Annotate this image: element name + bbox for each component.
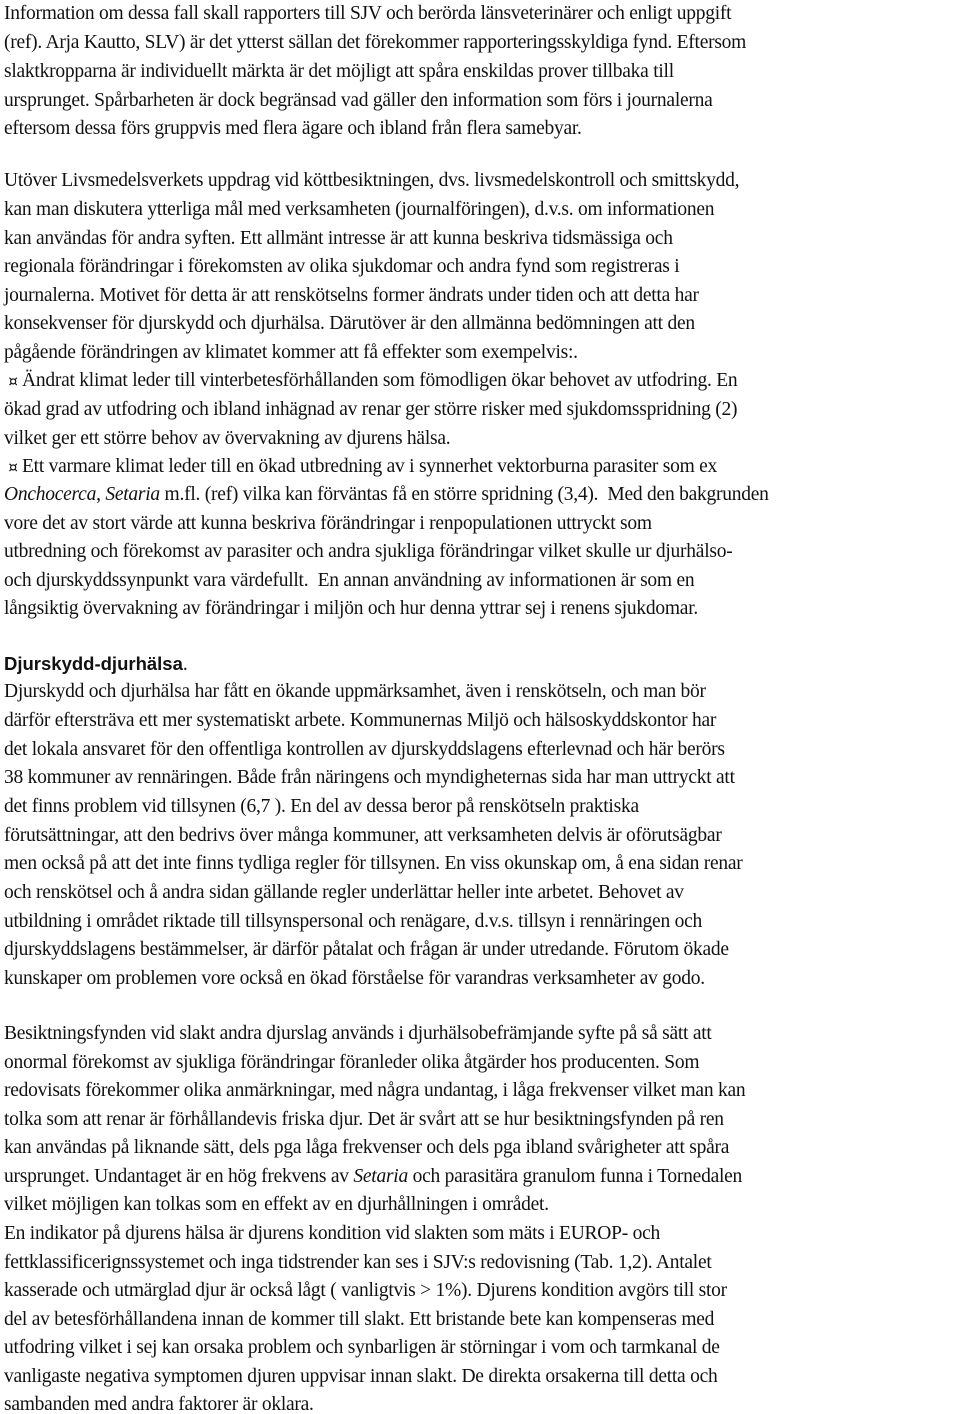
text-line [4,1134,729,1162]
text-line [4,453,717,481]
text-run: det lokala ansvaret för den offentliga kontrollen av djurskyddslagens efterlevnad och här berörs [4,739,725,760]
text-run: utbildning i området riktade till tillsynspersonal och renägare, d.v.s. tillsyn i rennäringen och [4,911,702,932]
text-run: Onchocerca [4,484,97,505]
text-line [4,396,737,424]
text-line [4,196,714,224]
text-line [4,567,694,595]
text-run: ökad grad av utfodring och ibland inhägnad av renar ger större risker med sjukdomsspridning (2) [4,399,738,420]
text-run: En indikator på djurens hälsa är djurens kondition vid slakten som mäts i EUROP- och [4,1223,660,1244]
text-run: kasserade och utmärglad djur är också lågt ( vanligtvis > 1%). Djurens kondition avgörs till stor [4,1280,727,1301]
text-line [4,1220,660,1248]
text-run: utbredning och förekomst av parasiter och andra sjukliga förändringar vilket skulle ur djurhälso- [4,541,733,562]
text-line [4,310,695,338]
text-line [4,29,746,57]
text-line [4,253,679,281]
text-line [4,167,739,195]
text-line [4,510,652,538]
currency-bullet-icon: ¤ [8,372,18,390]
currency-bullet-icon: ¤ [8,458,18,476]
text-line [4,736,725,764]
text-run: vilket möjligen kan tolkas som en effekt av en djurhållningen i området. [4,1194,549,1215]
text-run: onormal förekomst av sjukliga förändringar föranleder olika åtgärder hos producenten. Som [4,1052,700,1073]
text-run: eftersom dessa förs gruppvis med flera ägare och ibland från flera samebyar. [4,118,582,139]
text-run: ursprunget. Spårbarheten är dock begränsad vad gäller den information som förs i journalerna [4,90,713,111]
text-line [4,1049,699,1077]
text-line [4,425,450,453]
text-line [4,1163,742,1191]
text-run: och djurskyddssynpunkt vara värdefullt. En annan användning av informationen är som en [4,570,695,591]
text-run: redovisats förekommer olika anmärkningar, med några undantag, i låga frekvenser vilket man kan [4,1080,746,1101]
text-run: vanligaste negativa symptomen djuren uppvisar innan slakt. De direkta orsakerna till detta och [4,1366,718,1387]
text-run: långsiktig övervakning av förändringar i miljön och hur denna yttrar sej i renens sjukdomar. [4,598,698,619]
text-run: Besiktningsfynden vid slakt andra djurslag används i djurhälsobefrämjande syfte på så sätt att [4,1023,712,1044]
text-line [4,965,705,993]
text-run: slaktkropparna är individuellt märkta är det möjligt att spåra enskildas prover tillbaka till [4,61,674,82]
text-line [4,115,582,143]
text-run: m.fl. (ref) vilka kan förväntas få en större spridning (3,4). Med den bakgrunden [159,484,769,505]
text-line [4,908,702,936]
text-line [4,0,731,28]
text-line [4,339,578,367]
text-line [4,764,735,792]
text-run: kan användas på liknande sätt, dels pga låga frekvenser och dels pga ibland svårigheter att spåra [4,1137,730,1158]
text-line [4,1306,714,1334]
text-line [4,822,722,850]
text-run: kan användas för andra syften. Ett allmänt intresse är att kunna beskriva tidsmässiga och [4,228,673,249]
section-heading: Djurskydd-djurhälsa [4,653,183,674]
text-run: därför eftersträva ett mer systematiskt arbete. Kommunernas Miljö och hälsoskyddskontor har [4,710,717,731]
text-run: , [96,484,106,505]
text-line [4,850,743,878]
text-run: det finns problem vid tillsynen (6,7 ). En del av dessa beror på renskötseln praktiska [4,796,639,817]
text-line [4,367,737,395]
text-line [4,481,769,509]
text-run: pågående förändringen av klimatet kommer att få effekter som exempelvis:. [4,342,578,363]
text-run: fettklassificerignssystemet och inga tidstrender kan ses i SJV:s redovisning (Tab. 1,2). Antalet [4,1252,712,1273]
text-run: kan man diskutera ytterliga mål med verksamheten (journalföringen), d.v.s. om informationen [4,199,715,220]
text-line [4,650,188,678]
text-run: och parasitära granulom funna i Tornedalen [407,1166,743,1187]
text-run: Setaria [353,1166,408,1187]
text-line [4,225,673,253]
text-run: Djurskydd och djurhälsa har fått en ökande uppmärksamhet, även i renskötseln, och man bör [4,681,706,702]
text-run: men också på att det inte finns tydliga regler för tillsynen. En viss okunskap om, å ena sidan renar [4,853,743,874]
text-line [4,793,639,821]
text-line [4,936,729,964]
text-run: Setaria [105,484,160,505]
text-line [4,879,684,907]
text-run: (ref). Arja Kautto, SLV) är det ytterst sällan det förekommer rapporteringsskyldiga fynd. Eftersom [4,32,747,53]
text-run: 38 kommuner av rennäringen. Både från näringens och myndigheternas sida har man uttryckt att [4,767,735,788]
text-run: djurskyddslagens bestämmelser, är därför påtalat och frågan är under utredande. Förutom ökade [4,939,729,960]
text-run: regionala förändringar i förekomsten av olika sjukdomar och andra fynd som registreras i [4,256,680,277]
text-line [4,1191,549,1219]
text-run: . [182,654,188,675]
text-line [4,1106,724,1134]
text-run: Ändrat klimat leder till vinterbetesförhållanden som fömodligen ökar behovet av utfodring. En [22,370,738,391]
text-run: sambanden med andra faktorer är oklara. [4,1394,314,1414]
text-run: och renskötsel och å andra sidan gällande regler underlättar heller inte arbetet. Behovet av [4,882,684,903]
text-run: Ett varmare klimat leder till en ökad utbredning av i synnerhet vektorburna parasiter som ex [22,456,718,477]
text-line [4,1249,712,1277]
text-line [4,1077,745,1105]
text-run: tolka som att renar är förhållandevis friska djur. Det är svårt att se hur besiktningsfynden på ren [4,1109,724,1130]
text-line [4,58,674,86]
text-line [4,538,732,566]
text-run: förutsättningar, att den bedrivs över många kommuner, att verksamheten delvis är oförutsägbar [4,825,722,846]
text-run: vilket ger ett större behov av övervakning av djurens hälsa. [4,428,451,449]
text-run: Utöver Livsmedelsverkets uppdrag vid köttbesiktningen, dvs. livsmedelskontroll och smittskydd, [4,170,740,191]
text-run: del av betesförhållandena innan de kommer till slakt. Ett bristande bete kan kompenseras med [4,1309,715,1330]
text-line [4,707,716,735]
text-line [4,1391,314,1414]
text-run: journalerna. Motivet för detta är att renskötselns former ändrats under tiden och att detta har [4,285,699,306]
text-run: konsekvenser för djurskydd och djurhälsa. Därutöver är den allmänna bedömningen att den [4,313,695,334]
text-line [4,87,713,115]
text-line [4,1334,720,1362]
text-line [4,678,706,706]
text-line [4,595,698,623]
text-run: utfodring vilket i sej kan orsaka problem och synbarligen är störningar i vom och tarmkanal de [4,1337,720,1358]
text-line [4,1363,718,1391]
text-run: kunskaper om problemen vore också en ökad förståelse för varandras verksamheter av godo. [4,968,705,989]
text-line [4,1277,727,1305]
text-run: vore det av stort värde att kunna beskriva förändringar i renpopulationen uttryckt som [4,513,652,534]
text-line [4,1020,712,1048]
text-run: Information om dessa fall skall rapporters till SJV och berörda länsveterinärer och enligt uppgift [4,3,732,24]
text-line [4,282,699,310]
text-run: ursprunget. Undantaget är en hög frekvens av [4,1166,354,1187]
